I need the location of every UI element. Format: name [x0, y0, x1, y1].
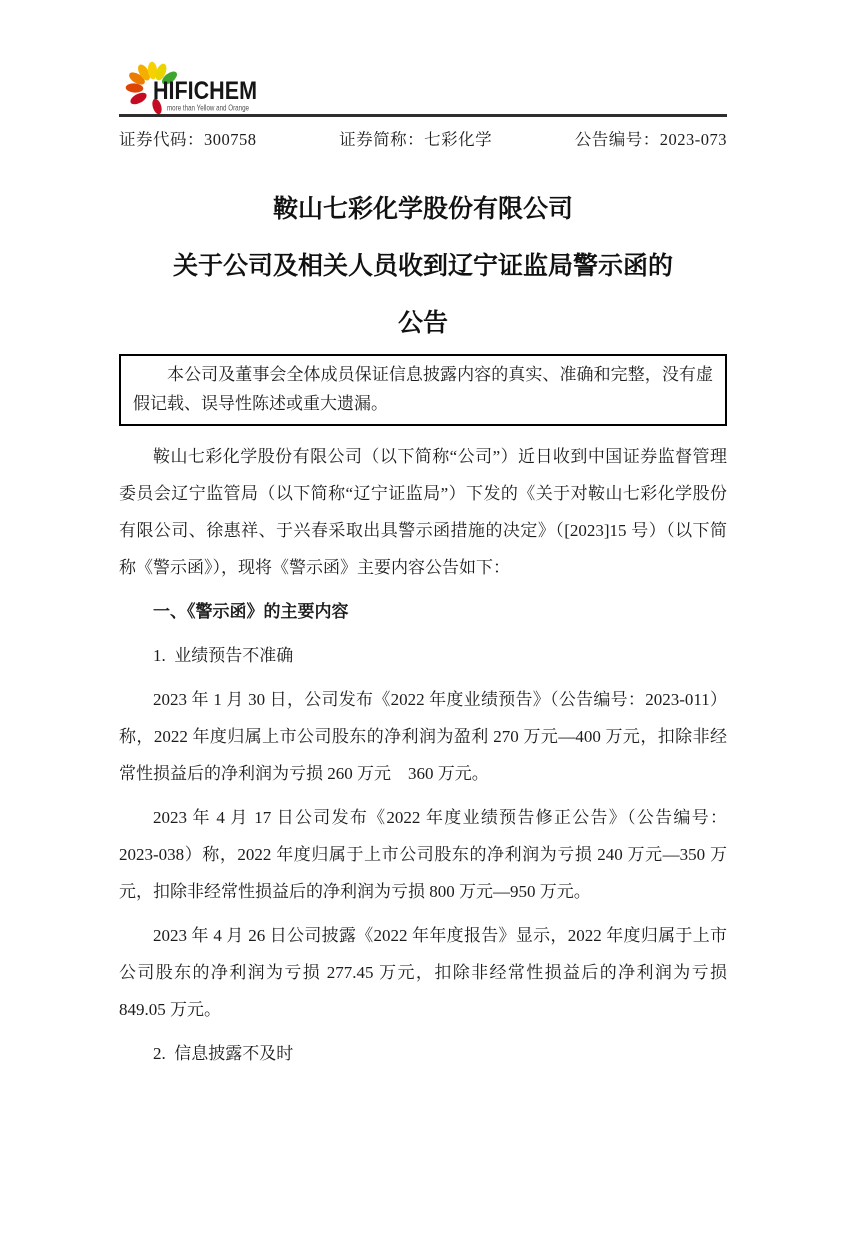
list-item-1: 1. 业绩预告不准确 — [153, 646, 294, 665]
body-paragraph-annual-report: 2023 年 4 月 26 日公司披露《2022 年年度报告》显示，2022 年度归属于上市公司股东的净利润为亏损 277.45 万元，扣除非经常性损益后的净利润为亏损 849.05 万元。 — [119, 926, 727, 1019]
disclaimer-text: 本公司及董事会全体成员保证信息披露内容的真实、准确和完整，没有虚假记载、误导性陈述或重大遗漏。 — [133, 365, 713, 413]
body-paragraph-intro: 鞍山七彩化学股份有限公司（以下简称“公司”）近日收到中国证券监督管理委员会辽宁监管局（以下简称“辽宁证监局”）下发的《关于对鞍山七彩化学股份有限公司、徐惠祥、于兴春采取出具警示函措施的决定》（[2023]15 号）（以下简称《警示函》），现将《警示函》主要内容公告如下： — [119, 447, 727, 577]
securities-info-bar — [119, 126, 727, 150]
stock-code: 证券代码：300758 — [119, 130, 257, 149]
company-logo — [119, 52, 727, 114]
header-divider — [119, 114, 727, 117]
stock-name: 证券简称：七彩化学 — [339, 130, 493, 149]
section-heading-1: 一、《警示函》的主要内容 — [153, 602, 349, 621]
title-line-1: 鞍山七彩化学股份有限公司 — [272, 195, 573, 223]
announcement-title — [119, 181, 727, 352]
title-line-2: 关于公司及相关人员收到辽宁证监局警示函的 — [172, 252, 673, 280]
brand-wordmark: HIFICHEM — [153, 77, 257, 105]
body-paragraph-revision: 2023 年 4 月 17 日公司发布《2022 年度业绩预告修正公告》（公告编号：2023-038）称，2022 年度归属于上市公司股东的净利润为亏损 240 万元—350 万元，扣除非经常性损益后的净利润为亏损 800 万元—950 万元。 — [119, 808, 727, 901]
disclaimer-box — [119, 354, 727, 426]
document-body — [119, 438, 727, 1072]
list-item-2: 2. 信息披露不及时 — [153, 1044, 294, 1063]
hifichem-logo-graphic — [119, 52, 279, 114]
brand-tagline: more than Yellow and Orange — [167, 103, 250, 113]
announcement-number: 公告编号：2023-073 — [574, 130, 727, 149]
title-line-3: 公告 — [397, 309, 448, 337]
page-content — [119, 52, 727, 1072]
body-paragraph-forecast: 2023 年 1 月 30 日，公司发布《2022 年度业绩预告》（公告编号：2023-011）称，2022 年度归属上市公司股东的净利润为盈利 270 万元—400 万元，扣除非经常性损益后的净利润为亏损 260 万元 360 万元。 — [119, 690, 727, 783]
